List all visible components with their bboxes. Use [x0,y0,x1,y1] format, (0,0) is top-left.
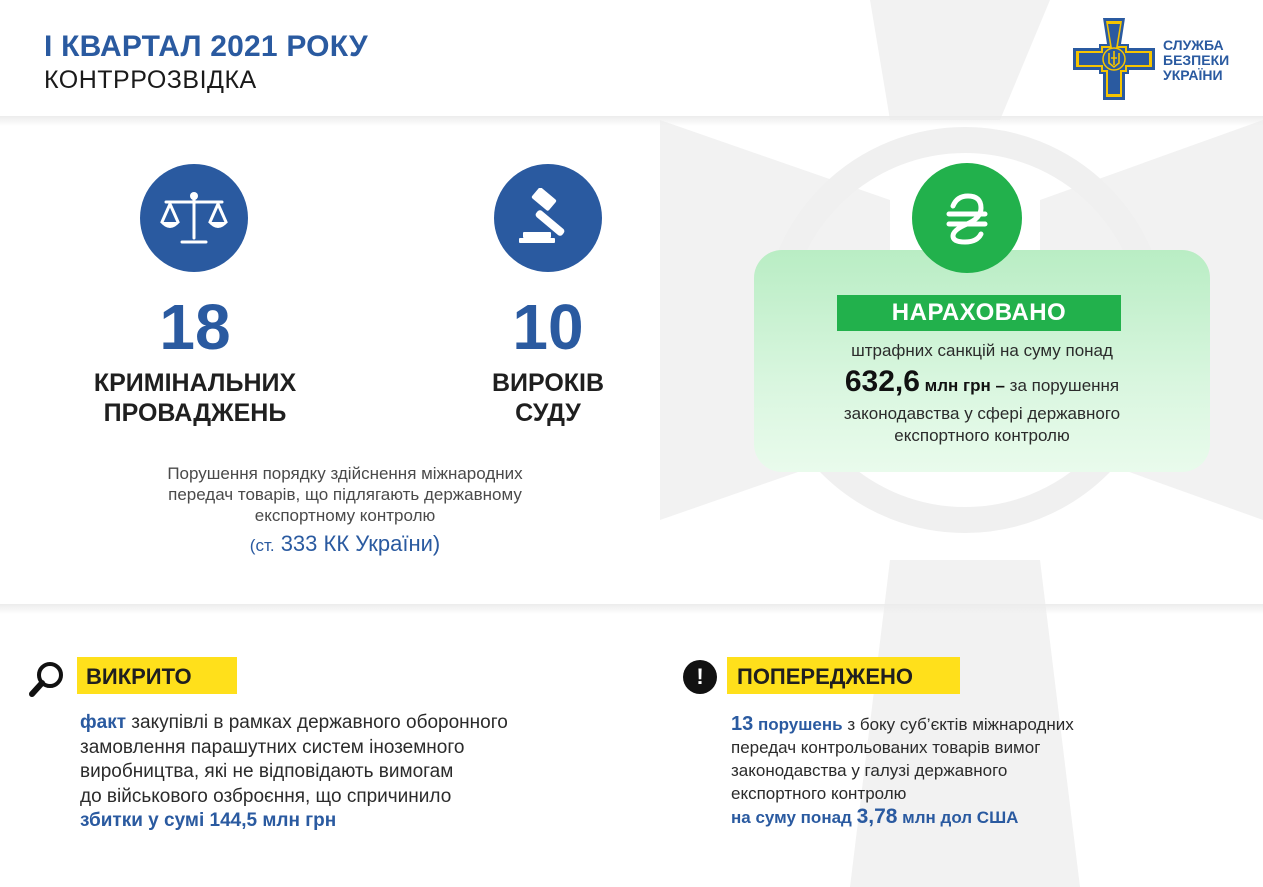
exclamation-icon: ! [683,660,717,694]
exposed-line: виробництва, які не відповідають вимогам [80,761,454,782]
description-line: експортному контролю [254,506,436,525]
verdicts-label [448,368,648,428]
card-text-block [760,403,1204,447]
prevented-amount-prefix: на суму понад [731,808,857,827]
charged-heading: НАРАХОВАНО [837,295,1121,331]
prevented-amount-line [731,805,1211,829]
prevented-line [731,713,1211,736]
fines-amount: 632,6 [844,365,920,398]
prevented-count-word: порушень [753,715,843,734]
card-text-rest: за порушення [1004,376,1120,395]
section-divider [0,116,1263,126]
exposed-line: до військового озброєння, що спричинило [80,785,452,807]
prevented-line: законодавства у галузі державного [731,761,1008,780]
prevented-count: 13 [731,713,754,735]
logo-caption-line: БЕЗПЕКИ [1163,52,1230,68]
verdicts-count: 10 [512,291,584,363]
card-text-line: законодавства у сфері державного [843,404,1121,423]
prevented-body [731,713,1211,829]
prevented-line: передач контрольованих товарів вимог [731,738,1041,757]
exposed-line: замовлення парашутних систем іноземного [80,736,465,758]
prevented-amount-suffix: млн дол США [897,808,1019,827]
card-text-line: експортного контролю [894,426,1070,445]
section-divider [0,604,1263,614]
exposed-heading: ВИКРИТО [86,664,192,689]
sbu-logo [1073,18,1155,100]
exposed-lead: факт [80,712,127,733]
prevented-line: експортного контролю [731,784,907,803]
verdicts-label-line: СУДУ [515,399,581,427]
logo-caption [1163,38,1229,83]
logo-caption-line: СЛУЖБА [1163,37,1224,53]
scales-icon [140,164,248,272]
article-rest: 333 КК України) [274,531,441,556]
article-open: ( [249,536,256,555]
description-line: передач товарів, що підлягають державному [168,485,522,504]
cases-label [50,368,340,428]
fines-unit: млн грн – [919,376,1005,395]
violation-description [100,463,590,526]
cases-label-line: ПРОВАДЖЕНЬ [103,399,287,427]
description-line: Порушення порядку здійснення міжнародних [167,464,523,483]
hryvnia-icon [912,163,1022,273]
verdicts-label-line: ВИРОКІВ [491,369,605,397]
prevented-amount: 3,78 [856,805,898,828]
exposed-text: закупівлі в рамках державного оборонного [126,712,508,733]
cases-label-line: КРИМІНАЛЬНИХ [93,369,297,397]
logo-caption-line: УКРАЇНИ [1163,67,1223,83]
prevented-text: з боку суб’єктів міжнародних [842,715,1074,734]
cases-count: 18 [159,291,231,363]
search-icon [28,660,66,698]
page-title: І КВАРТАЛ 2021 РОКУ [44,30,368,63]
exposed-body [80,711,640,834]
gavel-icon [494,164,602,272]
page-subtitle: КОНТРРОЗВІДКА [44,66,257,94]
prevented-heading: ПОПЕРЕДЖЕНО [737,664,913,689]
exposed-damage: збитки у сумі 144,5 млн грн [80,810,337,831]
criminal-code-article [200,531,490,557]
card-amount-line [760,365,1204,399]
exposed-line [80,711,640,736]
card-text-line: штрафних санкцій на суму понад [851,341,1113,360]
article-st: ст. [255,536,275,555]
